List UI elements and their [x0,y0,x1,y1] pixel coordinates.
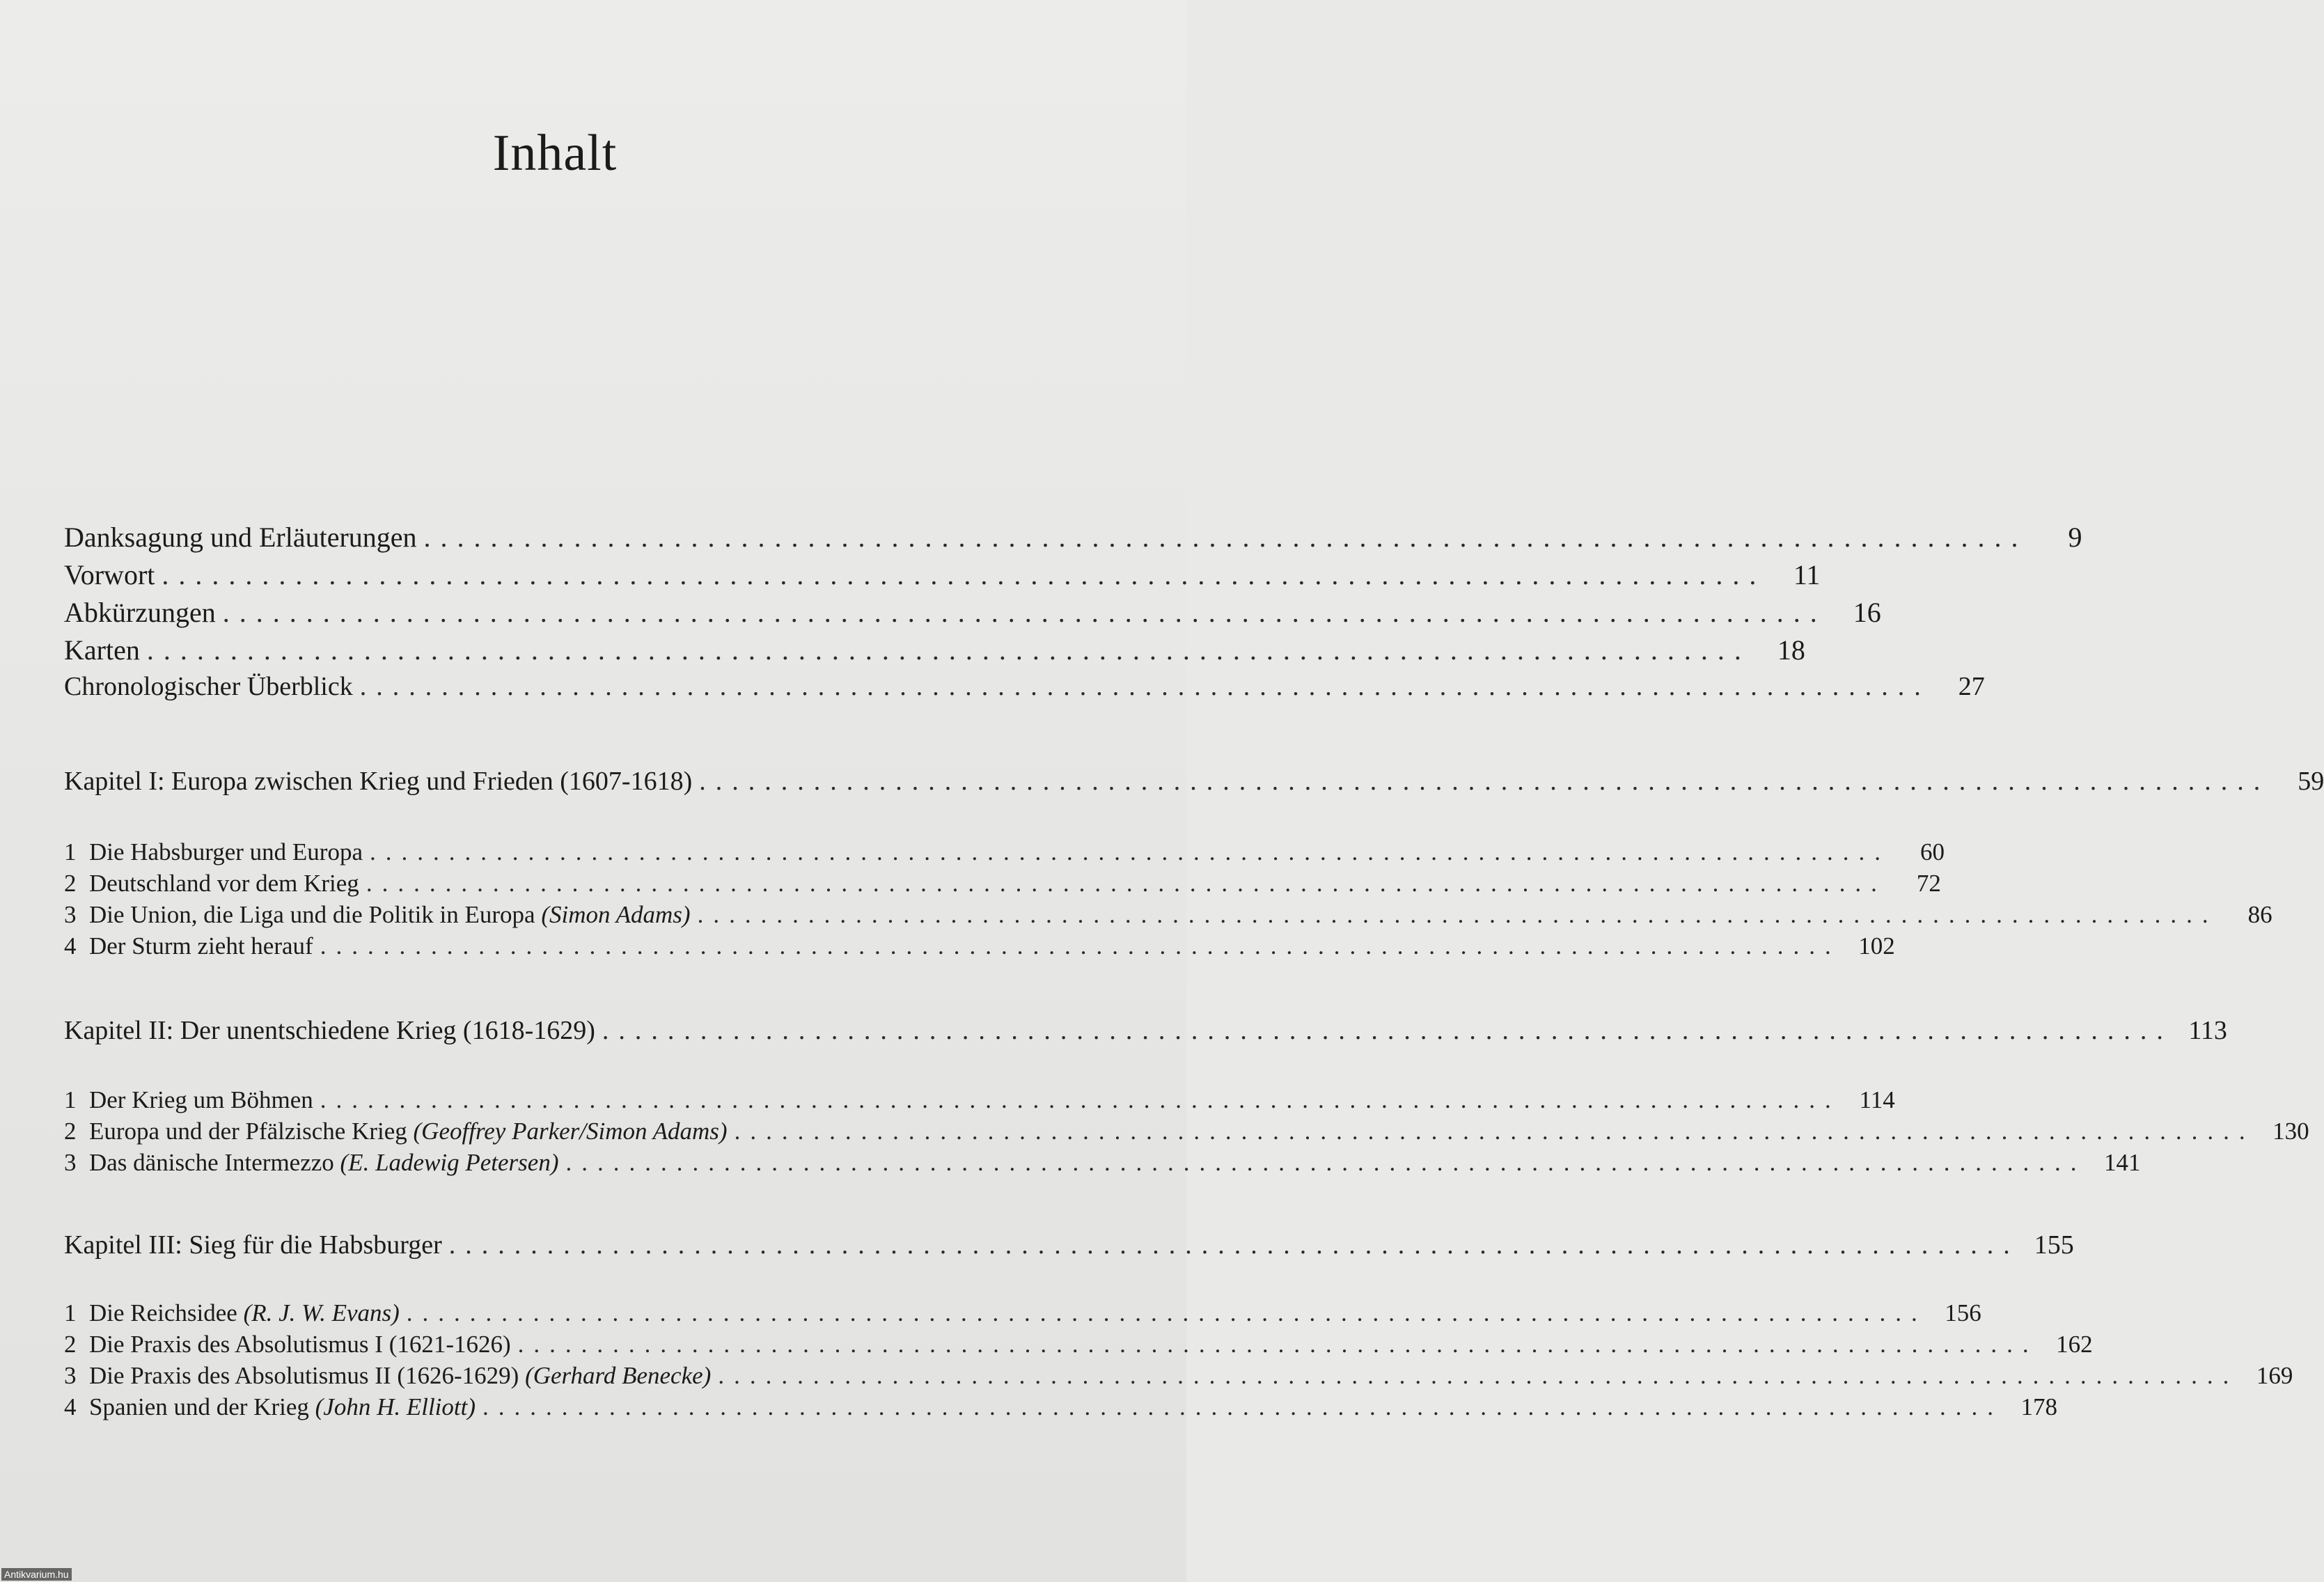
toc-section[interactable] [64,838,1945,870]
toc-page-number: 155 [2034,1230,2074,1260]
toc-section[interactable] [64,1299,1981,1331]
section-author: (E. Ladewig Petersen) [340,1149,559,1176]
toc-page-number: 60 [1920,838,1945,866]
toc-section[interactable] [64,1149,2141,1180]
toc-section[interactable] [64,1362,2293,1393]
section-number: 3 [64,1362,77,1389]
section-author: (R. J. W. Evans) [243,1299,400,1326]
toc-page-number: 9 [2068,522,2082,553]
toc-entry[interactable] [64,671,1985,709]
section-author: (John H. Elliott) [315,1393,476,1420]
toc-page-number: 113 [2188,1016,2227,1045]
leader-dots: ................................................................................................ [718,1362,2239,1389]
chapter-heading[interactable] [64,766,2324,815]
leader-dots: ................................................................................................ [320,1086,1841,1113]
toc-entry-label: Abkürzungen [64,597,216,628]
section-number: 1 [64,1086,77,1113]
section-number: 2 [64,1118,77,1145]
toc-page-number: 114 [1859,1086,1895,1113]
leader-dots: ................................................................................................ [320,932,1841,960]
chapter-3-sections [64,1299,2293,1425]
chapter-3 [64,1230,2074,1278]
toc-page-number: 27 [1958,672,1985,701]
leader-dots: ................................................................................................ [734,1118,2255,1145]
front-matter-list [64,521,2082,709]
leader-dots: ................................................................................................ [699,767,2270,796]
toc-entry[interactable] [64,596,1881,634]
chapter-title: Kapitel II: Der unentschiedene Krieg (1618-1629) [64,1016,595,1045]
section-label: Die Praxis des Absolutismus I (1621-1626) [89,1331,511,1358]
toc-page-number: 72 [1916,870,1941,897]
leader-dots: ................................................................................................ [565,1149,2087,1176]
section-label: Die Habsburger und Europa [89,838,363,866]
section-number: 4 [64,1393,77,1420]
toc-page-number: 162 [2056,1331,2093,1358]
section-label: Deutschland vor dem Krieg [89,870,359,897]
section-label: Spanien und der Krieg [89,1393,309,1420]
toc-page-number: 102 [1858,932,1895,960]
section-author: (Geoffrey Parker/Simon Adams) [413,1118,728,1145]
section-label: Europa und der Pfälzische Krieg [89,1118,407,1145]
toc-entry-label: Karten [64,634,140,666]
chapter-1 [64,766,2324,815]
toc-section[interactable] [64,1331,2093,1362]
toc-entry[interactable] [64,521,2082,558]
section-author: (Gerhard Benecke) [525,1362,712,1389]
leader-dots: ................................................................................................ [359,672,1931,701]
chapter-heading[interactable] [64,1230,2074,1278]
toc-page-number: 16 [1853,597,1881,628]
leader-dots: ................................................................................................ [406,1299,1927,1326]
toc-page-number: 156 [1945,1299,1981,1326]
leader-dots: ................................................................................................ [146,634,1751,666]
toc-page-number: 141 [2104,1149,2141,1176]
chapter-2-sections [64,1086,2309,1180]
toc-section[interactable] [64,870,1941,901]
chapter-1-sections [64,838,2272,964]
leader-dots: ................................................................................................ [602,1016,2173,1045]
toc-entry[interactable] [64,558,1821,596]
section-label: Die Reichsidee [89,1299,237,1326]
section-number: 1 [64,838,77,866]
leader-dots: ................................................................................................ [482,1393,2004,1420]
chapter-2 [64,1015,2227,1064]
toc-entry[interactable] [64,634,1805,671]
leader-dots: ................................................................................................ [448,1230,2020,1260]
chapter-title: Kapitel I: Europa zwischen Krieg und Frieden (1607-1618) [64,767,693,796]
section-label: Das dänische Intermezzo [89,1149,334,1176]
toc-section[interactable] [64,1118,2309,1149]
section-number: 4 [64,932,77,960]
toc-page-number: 18 [1777,634,1805,666]
toc-page-number: 59 [2298,767,2324,796]
leader-dots: ................................................................................................ [366,870,1887,897]
toc-page-number: 169 [2256,1362,2293,1389]
toc-page-number: 130 [2272,1118,2309,1145]
toc-section[interactable] [64,1393,2058,1425]
section-number: 1 [64,1299,77,1326]
leader-dots: ................................................................................................ [697,901,2218,928]
toc-section[interactable] [64,1086,1895,1118]
section-label: Der Krieg um Böhmen [89,1086,313,1113]
leader-dots: ................................................................................................ [222,597,1827,628]
toc-section[interactable] [64,901,2272,932]
page-title: Inhalt [492,124,618,182]
toc-page-number: 11 [1793,559,1821,590]
leader-dots: ................................................................................................ [162,559,1766,590]
toc-page-number: 178 [2020,1393,2058,1420]
leader-dots: ................................................................................................ [423,522,2028,553]
toc-entry-label: Chronologischer Überblick [64,672,353,701]
toc-page-number: 86 [2247,901,2272,928]
leader-dots: ................................................................................................ [517,1331,2039,1358]
section-author: (Simon Adams) [541,901,691,928]
section-number: 2 [64,1331,77,1358]
section-label: Der Sturm zieht herauf [89,932,313,960]
section-label: Die Union, die Liga und die Politik in Europa [89,901,535,928]
section-number: 2 [64,870,77,897]
section-label: Die Praxis des Absolutismus II (1626-1629) [89,1362,519,1389]
section-number: 3 [64,1149,77,1176]
toc-entry-label: Danksagung und Erläuterungen [64,522,417,553]
watermark-label: Antikvarium.hu [1,1568,72,1581]
section-number: 3 [64,901,77,928]
chapter-title: Kapitel III: Sieg für die Habsburger [64,1230,442,1260]
leader-dots: ................................................................................................ [370,838,1890,866]
toc-entry-label: Vorwort [64,559,155,590]
chapter-heading[interactable] [64,1015,2227,1064]
toc-section[interactable] [64,932,1895,964]
